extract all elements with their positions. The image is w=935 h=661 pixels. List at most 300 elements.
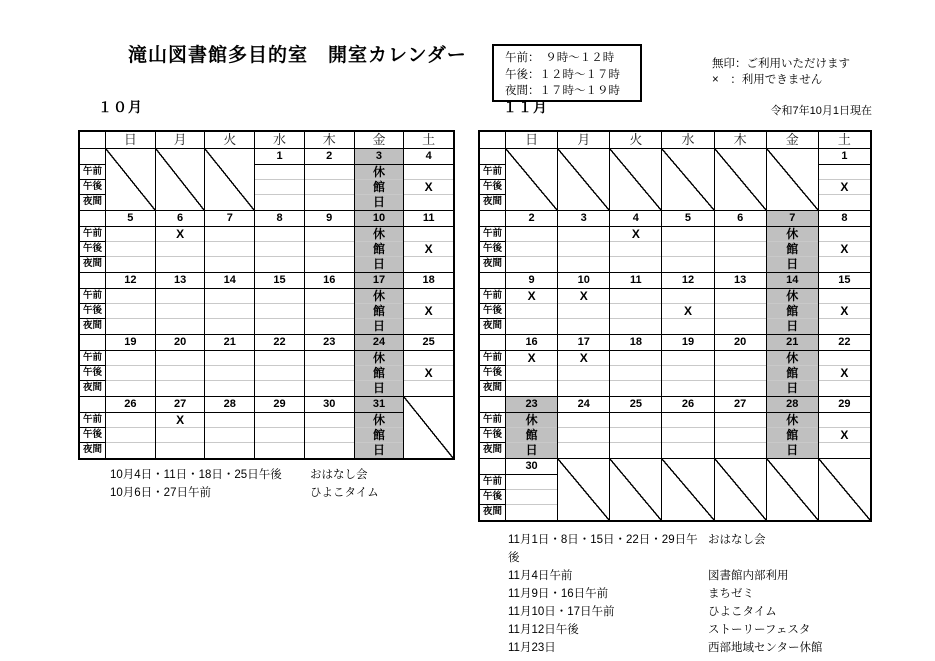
day-cell: [205, 397, 255, 458]
time-slot-eve: 日: [786, 443, 799, 457]
day-cell: [404, 149, 453, 210]
time-slot-eve: [558, 257, 609, 272]
time-slot-am: [558, 413, 609, 428]
date-number: 16: [305, 273, 354, 289]
empty-day-cell: [819, 459, 870, 520]
time-slot-am: 休: [767, 227, 818, 242]
calendar-november: [478, 130, 872, 522]
time-slot-pm: [106, 428, 155, 443]
date-number: 24: [355, 335, 404, 351]
time-row-label: 午後: [480, 366, 505, 381]
empty-day-cell: [506, 149, 558, 210]
time-row-label: 午後: [80, 304, 105, 319]
time-label-column: [80, 273, 106, 334]
date-number: 7: [205, 211, 254, 227]
note-row: [508, 621, 823, 639]
day-cell: [558, 273, 610, 334]
date-number: 27: [715, 397, 766, 413]
day-header-row: [80, 132, 453, 148]
time-slot-am: 休: [355, 289, 404, 304]
day-cell: [156, 397, 206, 458]
day-header: 金: [355, 132, 405, 148]
day-cell: [305, 149, 355, 210]
time-slot-am: 休: [355, 165, 404, 180]
day-header: 木: [715, 132, 767, 148]
date-number: 18: [610, 335, 661, 351]
day-cell: [662, 211, 714, 272]
empty-day-cell: [156, 149, 206, 210]
time-row-label: 午前: [480, 351, 505, 366]
time-slot-pm: 館: [767, 428, 818, 443]
time-row-label: 夜間: [82, 444, 102, 455]
date-number: 3: [558, 211, 609, 227]
time-slot-am: [205, 289, 254, 304]
note-row: [508, 639, 823, 657]
time-slot-am: [610, 289, 661, 304]
day-header: 木: [305, 132, 355, 148]
date-number: 10: [558, 273, 609, 289]
empty-day-cell: [106, 149, 156, 210]
date-number: 8: [819, 211, 870, 227]
time-slot-am: [404, 165, 453, 180]
date-number: 9: [506, 273, 557, 289]
time-slot-eve: [255, 195, 304, 210]
time-slot-eve: [558, 381, 609, 396]
time-slot-am: [610, 413, 661, 428]
day-header: 土: [837, 132, 851, 147]
time-slot-am: [255, 165, 304, 180]
day-cell: [404, 335, 453, 396]
day-cell: [106, 335, 156, 396]
time-slot-pm: 館: [767, 366, 818, 381]
time-slot-am: [255, 227, 304, 242]
date-number: 20: [156, 335, 205, 351]
time-slot-pm: [205, 304, 254, 319]
month-label-october: １０月: [98, 99, 143, 115]
time-row-label: 午後: [480, 490, 505, 505]
date-number: 6: [715, 211, 766, 227]
time-slot-pm: [106, 366, 155, 381]
date-number: 13: [715, 273, 766, 289]
date-number: 14: [205, 273, 254, 289]
date-number: 6: [156, 211, 205, 227]
note-row: [508, 603, 823, 621]
time-slot-eve: [610, 443, 661, 458]
time-slot-eve: [662, 257, 713, 272]
note-event: おはなし会: [708, 534, 766, 546]
note-event: 西部地域センター休館: [708, 642, 823, 654]
empty-day-cell: [404, 397, 453, 458]
day-header: 日: [506, 132, 558, 148]
time-slot-eve: [819, 195, 870, 210]
time-slot-am: X: [610, 227, 661, 242]
time-row-label: 夜間: [482, 258, 502, 269]
day-cell: [610, 397, 662, 458]
time-slot-am: [305, 227, 354, 242]
label-spacer: [480, 397, 505, 413]
date-number: 9: [305, 211, 354, 227]
time-slot-pm: X: [404, 304, 453, 319]
time-slot-am: [819, 289, 870, 304]
time-label-column: [80, 335, 106, 396]
day-header: 土: [422, 132, 436, 147]
time-slot-am: [305, 289, 354, 304]
date-number: 14: [767, 273, 818, 289]
label-spacer: [80, 397, 105, 413]
date-number: 4: [404, 149, 453, 165]
time-slot-am: [205, 227, 254, 242]
day-cell: [506, 211, 558, 272]
time-slot-eve: [205, 381, 254, 396]
time-slot-am: [662, 227, 713, 242]
date-number: 3: [355, 149, 404, 165]
time-slot-am: [610, 351, 661, 366]
corner-cell: [80, 132, 106, 148]
date-number: 1: [819, 149, 870, 165]
day-header: 火: [205, 132, 255, 148]
time-slot-am: [156, 289, 205, 304]
time-slot-eve: 日: [525, 443, 538, 457]
empty-day-cell: [558, 459, 610, 520]
note-dates: 10月6日・27日午前: [110, 487, 211, 499]
time-slot-am: [819, 413, 870, 428]
time-slot-pm: 館: [767, 304, 818, 319]
time-row-label: 夜間: [482, 444, 502, 455]
time-row-label: 午後: [480, 428, 505, 443]
note-row: [508, 567, 823, 585]
time-label-column: [80, 397, 106, 458]
time-slot-eve: [305, 381, 354, 396]
date-number: 15: [819, 273, 870, 289]
time-row-label: 午後: [480, 180, 505, 195]
time-slot-pm: [255, 428, 304, 443]
day-cell: [156, 335, 206, 396]
note-dates: 11月1日・8日・15日・22日・29日午後: [508, 534, 698, 564]
time-slot-pm: [305, 428, 354, 443]
time-slot-pm: [662, 428, 713, 443]
note-row: [110, 466, 379, 484]
time-slot-am: [305, 351, 354, 366]
time-row-label: 夜間: [82, 196, 102, 207]
day-header: 水: [255, 132, 305, 148]
day-cell: [819, 397, 870, 458]
time-slot-eve: [156, 257, 205, 272]
time-slot-pm: [506, 366, 557, 381]
time-slot-eve: [662, 319, 713, 334]
time-label-column: [80, 211, 106, 272]
label-spacer: [480, 149, 505, 165]
time-slot-am: 休: [355, 413, 404, 428]
day-cell: [404, 211, 453, 272]
time-slot-am: [404, 289, 453, 304]
time-slot-pm: [255, 180, 304, 195]
note-event: 図書館内部利用: [708, 570, 789, 582]
day-cell-closed: [355, 335, 405, 396]
date-number: 12: [662, 273, 713, 289]
time-slot-am: 休: [767, 289, 818, 304]
empty-day-cell: [205, 149, 255, 210]
time-slot-pm: [156, 366, 205, 381]
time-slot-eve: [506, 381, 557, 396]
day-header: 日: [106, 132, 156, 148]
time-slot-pm: [715, 242, 766, 257]
day-header: 金: [767, 132, 819, 148]
date-number: 2: [305, 149, 354, 165]
note-event: ストーリーフェスタ: [708, 624, 811, 636]
time-row-label: 午前: [80, 351, 105, 366]
time-slot-eve: [305, 319, 354, 334]
week-row: [80, 210, 453, 272]
time-label-column: [480, 459, 506, 520]
day-cell: [305, 273, 355, 334]
day-cell-closed: [767, 397, 819, 458]
time-slot-am: [715, 413, 766, 428]
time-slot-pm: [558, 428, 609, 443]
empty-day-cell: [610, 149, 662, 210]
day-cell-closed: [767, 211, 819, 272]
day-cell: [819, 149, 870, 210]
day-cell-closed: [767, 335, 819, 396]
time-row-label: 午前: [480, 289, 505, 304]
time-slot-am: [205, 413, 254, 428]
time-slot-eve: [404, 257, 453, 272]
time-slot-eve: [106, 443, 155, 458]
day-cell-closed: [506, 397, 558, 458]
time-slot-eve: [715, 443, 766, 458]
day-cell: [662, 397, 714, 458]
day-cell: [662, 335, 714, 396]
time-row-label: 午後: [80, 180, 105, 195]
week-row: [480, 458, 870, 520]
time-slot-am: [506, 475, 557, 490]
time-row-label: 夜間: [82, 382, 102, 393]
time-slot-eve: [819, 443, 870, 458]
date-number: 22: [255, 335, 304, 351]
day-cell: [106, 273, 156, 334]
time-slot-pm: X: [819, 428, 870, 443]
time-slot-eve: 日: [786, 257, 799, 271]
page-title: 滝山図書館多目的室 開室カレンダー: [128, 45, 467, 66]
date-number: 11: [610, 273, 661, 289]
date-number: 17: [558, 335, 609, 351]
time-slot-am: X: [558, 289, 609, 304]
note-event: ひよこタイム: [310, 487, 379, 499]
time-slot-eve: [205, 319, 254, 334]
day-cell: [205, 335, 255, 396]
empty-day-cell: [715, 149, 767, 210]
time-slot-eve: [662, 381, 713, 396]
week-row: [480, 272, 870, 334]
label-spacer: [80, 211, 105, 227]
time-row-label: 午前: [80, 289, 105, 304]
time-row-label: 午前: [480, 227, 505, 242]
time-slot-pm: [205, 428, 254, 443]
time-slot-pm: X: [819, 304, 870, 319]
day-cell: [404, 273, 453, 334]
time-row-label: 午前: [480, 413, 505, 428]
time-label-column: [480, 273, 506, 334]
usage-note: [712, 56, 850, 88]
week-row: [480, 396, 870, 458]
time-slot-pm: [305, 180, 354, 195]
note-dates: 11月9日・16日午前: [508, 588, 609, 600]
date-number: 10: [355, 211, 404, 227]
time-slot-pm: [305, 366, 354, 381]
time-slot-pm: [305, 304, 354, 319]
day-cell: [715, 273, 767, 334]
date-number: 5: [662, 211, 713, 227]
time-row-label: 午前: [80, 413, 105, 428]
date-number: 4: [610, 211, 661, 227]
date-number: 13: [156, 273, 205, 289]
time-slot-pm: [610, 242, 661, 257]
time-row-label: 午後: [80, 366, 105, 381]
day-cell: [506, 335, 558, 396]
time-slot-pm: 館: [355, 428, 404, 443]
day-cell: [156, 211, 206, 272]
date-number: 23: [506, 397, 557, 413]
time-slot-am: [255, 351, 304, 366]
calendar-october: [78, 130, 455, 460]
date-number: 17: [355, 273, 404, 289]
time-label-column: [480, 149, 506, 210]
time-slot-am: X: [156, 227, 205, 242]
day-cell: [255, 273, 305, 334]
time-slot-pm: [715, 304, 766, 319]
day-cell: [662, 273, 714, 334]
day-cell: [715, 397, 767, 458]
date-number: 21: [205, 335, 254, 351]
time-slot-eve: [106, 319, 155, 334]
time-slot-eve: [715, 257, 766, 272]
time-row-label: 午前: [80, 165, 105, 180]
time-slot-pm: [662, 366, 713, 381]
time-slot-am: [662, 351, 713, 366]
day-cell: [305, 335, 355, 396]
month-label-november: １１月: [503, 99, 548, 115]
time-row-label: 夜間: [482, 382, 502, 393]
day-cell-closed: [355, 149, 405, 210]
time-slot-pm: [715, 428, 766, 443]
time-row-label: 夜間: [482, 320, 502, 331]
empty-day-cell: [715, 459, 767, 520]
time-label-column: [80, 149, 106, 210]
time-slot-pm: 館: [355, 366, 404, 381]
notes-october: [110, 466, 379, 502]
time-slot-eve: 日: [372, 443, 385, 457]
day-cell: [255, 149, 305, 210]
time-slot-eve: [156, 381, 205, 396]
legend-line-morning: 午前： ９時～１２時: [505, 52, 615, 64]
note-dates: 11月23日: [508, 642, 556, 654]
day-cell-closed: [767, 273, 819, 334]
week-row: [480, 210, 870, 272]
date-number: 16: [506, 335, 557, 351]
time-slot-pm: [106, 304, 155, 319]
label-spacer: [80, 335, 105, 351]
time-slot-eve: [819, 319, 870, 334]
date-number: 26: [106, 397, 155, 413]
time-slot-eve: 日: [372, 257, 385, 271]
date-number: 30: [305, 397, 354, 413]
time-row-label: 午後: [480, 242, 505, 257]
note-event: おはなし会: [310, 469, 368, 481]
time-slot-eve: [662, 443, 713, 458]
time-slot-pm: [205, 366, 254, 381]
day-cell: [819, 335, 870, 396]
date-number: 19: [662, 335, 713, 351]
time-slot-pm: [610, 428, 661, 443]
time-slot-am: [106, 289, 155, 304]
time-slot-am: [715, 289, 766, 304]
time-slot-am: [558, 227, 609, 242]
time-slot-pm: X: [404, 242, 453, 257]
usage-note-unavailable: × ：利用できません: [712, 74, 823, 86]
time-slot-pm: [610, 304, 661, 319]
time-slot-pm: [305, 242, 354, 257]
time-slot-pm: [715, 366, 766, 381]
day-cell-closed: [355, 397, 405, 458]
time-row-label: 午前: [80, 227, 105, 242]
time-slot-pm: [662, 242, 713, 257]
time-slot-am: X: [506, 351, 557, 366]
week-row: [80, 334, 453, 396]
date-number: 7: [767, 211, 818, 227]
time-slot-am: X: [558, 351, 609, 366]
time-slot-pm: [506, 490, 557, 505]
legend-line-afternoon: 午後：１２時～１７時: [505, 68, 620, 81]
time-slot-am: [715, 227, 766, 242]
day-cell: [255, 211, 305, 272]
date-number: 28: [767, 397, 818, 413]
time-slot-pm: [506, 304, 557, 319]
time-slot-eve: [506, 505, 557, 520]
time-slot-am: [305, 413, 354, 428]
time-slot-pm: X: [404, 366, 453, 381]
time-slot-am: [506, 227, 557, 242]
day-cell: [610, 273, 662, 334]
date-number: 18: [404, 273, 453, 289]
day-cell: [205, 273, 255, 334]
empty-day-cell: [767, 149, 819, 210]
time-slot-eve: 日: [372, 381, 385, 395]
day-cell: [610, 211, 662, 272]
day-header: 月: [558, 132, 610, 148]
date-number: 31: [355, 397, 404, 413]
label-spacer: [80, 149, 105, 165]
date-number: 23: [305, 335, 354, 351]
day-cell: [558, 397, 610, 458]
time-slot-eve: [305, 195, 354, 210]
note-event: ひよこタイム: [708, 606, 777, 618]
note-dates: 10月4日・11日・18日・25日午後: [110, 469, 282, 481]
time-slot-am: [819, 165, 870, 180]
time-slot-eve: [404, 319, 453, 334]
time-slot-eve: [305, 257, 354, 272]
time-slot-eve: [205, 257, 254, 272]
date-number: 2: [506, 211, 557, 227]
time-slot-pm: X: [662, 304, 713, 319]
time-slot-eve: [255, 443, 304, 458]
week-row: [80, 148, 453, 210]
note-event: まちゼミ: [708, 588, 754, 600]
date-number: 24: [558, 397, 609, 413]
time-slot-am: [106, 351, 155, 366]
time-slot-pm: 館: [355, 180, 404, 195]
time-slot-eve: [610, 257, 661, 272]
as-of-date: 令和7年10月1日現在: [770, 105, 872, 117]
day-header: 火: [610, 132, 662, 148]
